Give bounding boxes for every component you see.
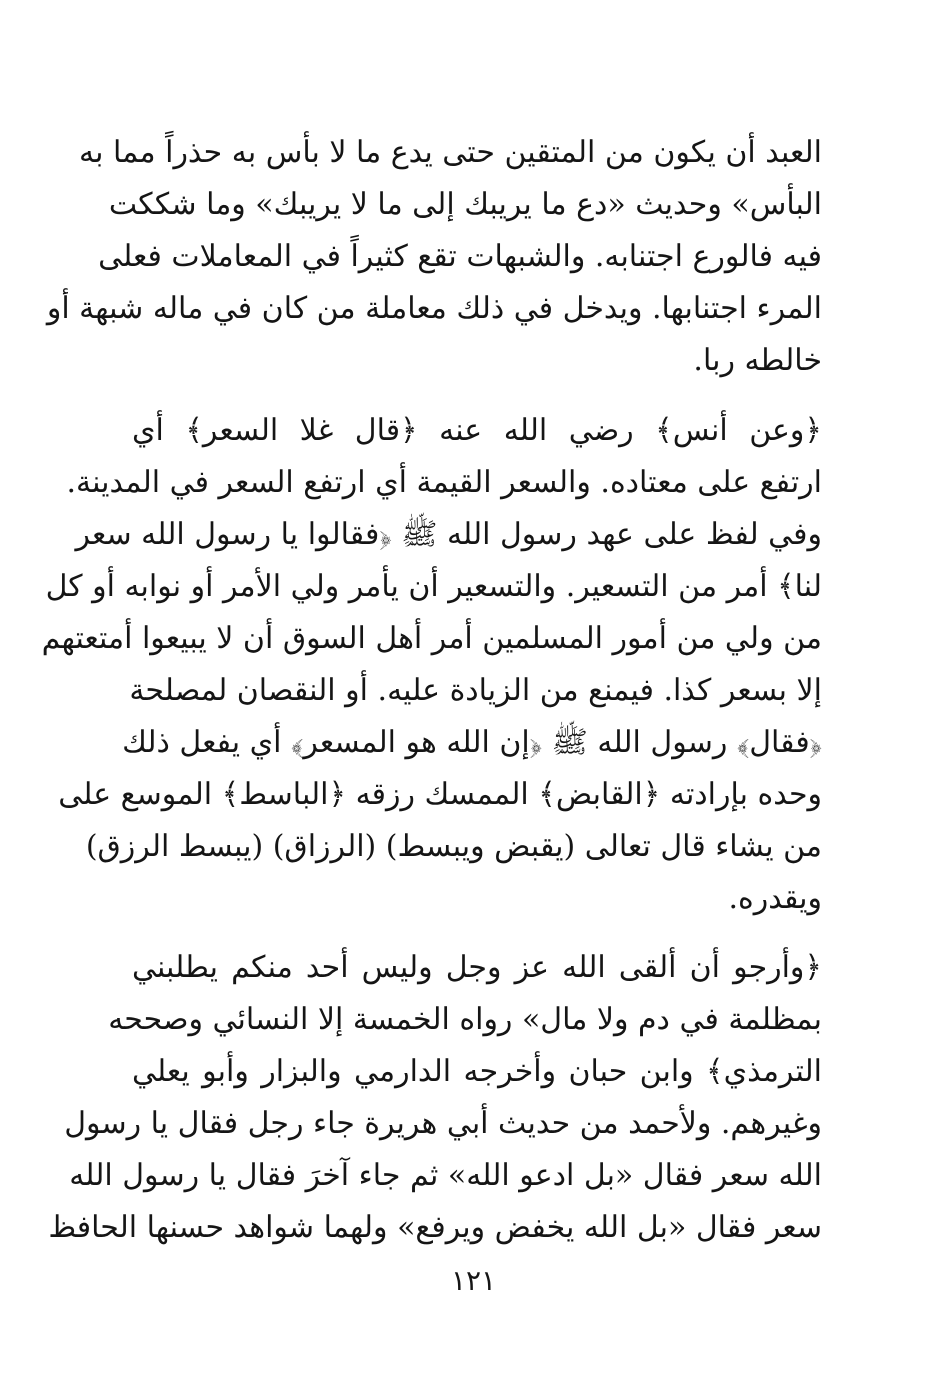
text-line: ﴿وأرجو أن ألقى الله عز وجل وليس أحد منكم يطلبني	[132, 950, 822, 985]
text-line: وغيرهم. ولأحمد من حديث أبي هريرة جاء رجل فقال يا رسول	[64, 1106, 822, 1141]
text-line: إلا بسعر كذا. فيمنع من الزيادة عليه. أو النقصان لمصلحة	[129, 673, 822, 708]
text-line: ارتفع على معتاده. والسعر القيمة أي ارتفع السعر في المدينة.	[66, 465, 822, 500]
text-line: خالطه ربا.	[693, 343, 822, 378]
text-line: ﴿وعن أنس﴾ رضي الله عنه ﴿قال غلا السعر﴾ أي	[132, 413, 822, 448]
text-line: وحده بإرادته ﴿القابض﴾ الممسك رزقه ﴿الباسط﴾ الموسع على	[58, 777, 822, 812]
text-line: ويقدره.	[728, 881, 822, 916]
text-line: من ولي من أمور المسلمين أمر أهل السوق أن لا يبيعوا أمتعتهم	[41, 621, 822, 656]
text-line: سعر فقال «بل الله يخفض ويرفع» ولهما شواهد حسنها الحافظ	[48, 1210, 822, 1245]
text-line: البأس» وحديث «دع ما يريبك إلى ما لا يريبك» وما شككت	[108, 187, 822, 222]
text-line: بمظلمة في دم ولا مال» رواه الخمسة إلا النسائي وصححه	[108, 1002, 822, 1037]
text-line: العبد أن يكون من المتقين حتى يدع ما لا بأس به حذراً مما به	[79, 135, 822, 170]
paragraph-1	[46, 127, 822, 387]
text-line: من يشاء قال تعالى (يقبض ويبسط) (الرزاق) (يبسط الرزق)	[85, 829, 822, 864]
text-line: فيه فالورع اجتنابه. والشبهات تقع كثيراً في المعاملات فعلى	[98, 239, 822, 274]
text-line: ﴿فقال﴾ رسول الله ﷺ ﴿إن الله هو المسعر﴾ أي يفعل ذلك	[122, 725, 822, 760]
paragraph-3	[48, 942, 822, 1254]
page-number: ١٢١	[450, 1264, 497, 1297]
text-line: وفي لفظ على عهد رسول الله ﷺ ﴿فقالوا يا رسول الله سعر	[75, 517, 822, 552]
text-line: الترمذي﴾ وابن حبان وأخرجه الدارمي والبزار وأبو يعلي	[132, 1054, 822, 1089]
text-line: المرء اجتنابها. ويدخل في ذلك معاملة من كان في ماله شبهة أو	[46, 291, 822, 326]
paragraph-2	[41, 405, 822, 925]
text-line: لنا﴾ أمر من التسعير. والتسعير أن يأمر ولي الأمر أو نوابه أو كل	[45, 569, 822, 604]
text-line: الله سعر فقال «بل ادعو الله» ثم جاء آخرَ فقال يا رسول الله	[69, 1158, 822, 1193]
